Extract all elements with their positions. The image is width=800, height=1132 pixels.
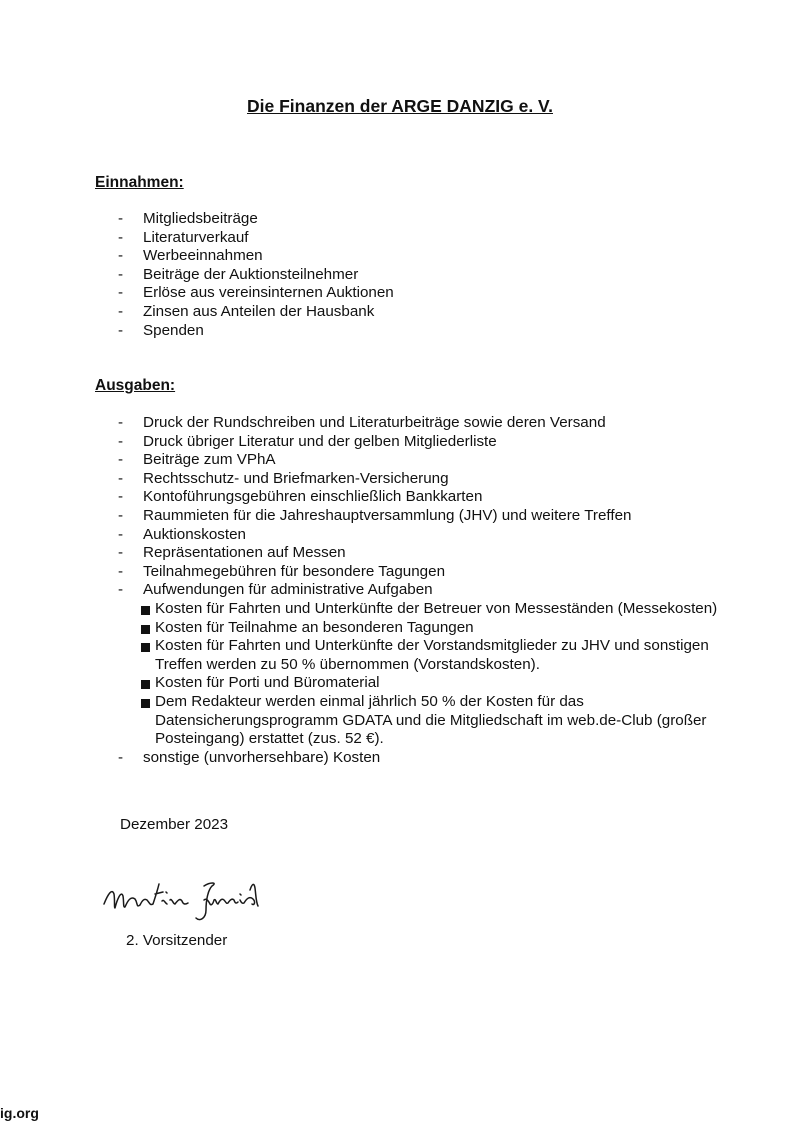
- sublist-item: [141, 637, 718, 674]
- square-bullet-icon: [141, 680, 150, 689]
- list-item: [118, 414, 718, 433]
- expense-item-text: Teilnahmegebühren für besondere Tagungen: [143, 562, 446, 580]
- sublist-item: [141, 693, 718, 749]
- dash-bullet: -: [118, 544, 124, 562]
- dash-bullet: -: [118, 525, 124, 543]
- dash-bullet: -: [118, 302, 124, 320]
- expense-item-text: sonstige (unvorhersehbare) Kosten: [143, 748, 381, 766]
- dash-bullet: -: [118, 469, 124, 487]
- admin-subitem-text: Kosten für Fahrten und Unterkünfte der Betreuer von Messeständen (Messekosten): [155, 599, 718, 617]
- list-item: [118, 303, 394, 322]
- list-item: [118, 581, 718, 748]
- dash-bullet: -: [118, 451, 124, 469]
- income-item-text: Beiträge der Auktionsteilnehmer: [143, 265, 359, 283]
- expense-item-text: Auktionskosten: [143, 525, 246, 543]
- footer-url-fragment: ig.org: [0, 1105, 39, 1121]
- page-title: Die Finanzen der ARGE DANZIG e. V.: [247, 96, 553, 116]
- list-item: [118, 544, 718, 563]
- list-item: [118, 433, 718, 452]
- dash-bullet: -: [118, 562, 124, 580]
- expense-item-text: Beiträge zum VPhA: [143, 451, 276, 469]
- dash-bullet: -: [118, 488, 124, 506]
- expense-item-text: Kontoführungsgebühren einschließlich Bankkarten: [143, 488, 483, 506]
- income-list: [118, 210, 394, 340]
- square-bullet-icon: [141, 699, 150, 708]
- dash-bullet: -: [118, 228, 124, 246]
- dash-bullet: -: [118, 581, 124, 599]
- dash-bullet: -: [118, 748, 124, 766]
- list-item: [118, 526, 718, 545]
- income-item-text: Mitgliedsbeiträge: [143, 210, 258, 227]
- list-item: [118, 284, 394, 303]
- signer-role: 2. Vorsitzender: [126, 932, 228, 949]
- list-item: [118, 229, 394, 248]
- expense-item-text: Druck der Rundschreiben und Literaturbeiträge sowie deren Versand: [143, 414, 606, 431]
- dash-bullet: -: [118, 506, 124, 524]
- list-item: [118, 210, 394, 229]
- sublist-item: [141, 600, 718, 619]
- list-item: [118, 322, 394, 341]
- square-bullet-icon: [141, 606, 150, 615]
- list-item: [118, 247, 394, 266]
- sublist-item: [141, 674, 718, 693]
- handwritten-signature: [100, 870, 270, 925]
- dash-bullet: -: [118, 432, 124, 450]
- sublist-item: [141, 619, 718, 638]
- admin-sublist: [141, 600, 718, 749]
- admin-subitem-text: Kosten für Teilnahme an besonderen Tagungen: [155, 618, 474, 636]
- list-item: [118, 470, 718, 489]
- square-bullet-icon: [141, 643, 150, 652]
- expenses-heading: Ausgaben:: [95, 377, 176, 394]
- income-heading: Einnahmen:: [95, 174, 184, 191]
- dash-bullet: -: [118, 247, 124, 265]
- expense-item-text: Repräsentationen auf Messen: [143, 544, 346, 562]
- income-item-text: Zinsen aus Anteilen der Hausbank: [143, 302, 375, 320]
- income-item-text: Literaturverkauf: [143, 228, 249, 246]
- list-item: [118, 563, 718, 582]
- dash-bullet: -: [118, 414, 124, 431]
- list-item: [118, 488, 718, 507]
- income-item-text: Werbeeinnahmen: [143, 247, 263, 265]
- square-bullet-icon: [141, 625, 150, 634]
- admin-subitem-text: Dem Redakteur werden einmal jährlich 50 % der Kosten für das Datensicherungsprogramm GDATA und die Mitgliedschaft im web.de-Club (großer Posteingang) erstattet (zus. 52 €).: [155, 692, 707, 748]
- expense-item-text: Rechtsschutz- und Briefmarken-Versicherung: [143, 469, 449, 487]
- dash-bullet: -: [118, 210, 124, 227]
- expenses-list: [118, 414, 718, 767]
- list-item: [118, 507, 718, 526]
- income-item-text: Spenden: [143, 321, 204, 339]
- list-item: [118, 749, 718, 768]
- document-date: Dezember 2023: [120, 816, 229, 833]
- expense-item-text: Raummieten für die Jahreshauptversammlung (JHV) und weitere Treffen: [143, 506, 632, 524]
- list-item: [118, 266, 394, 285]
- admin-subitem-text: Kosten für Porti und Büromaterial: [155, 674, 380, 692]
- admin-subitem-text: Kosten für Fahrten und Unterkünfte der Vorstandsmitglieder zu JHV und sonstigen Treffen werden zu 50 % übernommen (Vorstandskosten).: [155, 637, 709, 673]
- dash-bullet: -: [118, 284, 124, 302]
- expense-item-text: Druck übriger Literatur und der gelben Mitgliederliste: [143, 432, 497, 450]
- list-item: [118, 451, 718, 470]
- expense-item-text: Aufwendungen für administrative Aufgaben: [143, 581, 433, 599]
- dash-bullet: -: [118, 321, 124, 339]
- income-item-text: Erlöse aus vereinsinternen Auktionen: [143, 284, 394, 302]
- dash-bullet: -: [118, 265, 124, 283]
